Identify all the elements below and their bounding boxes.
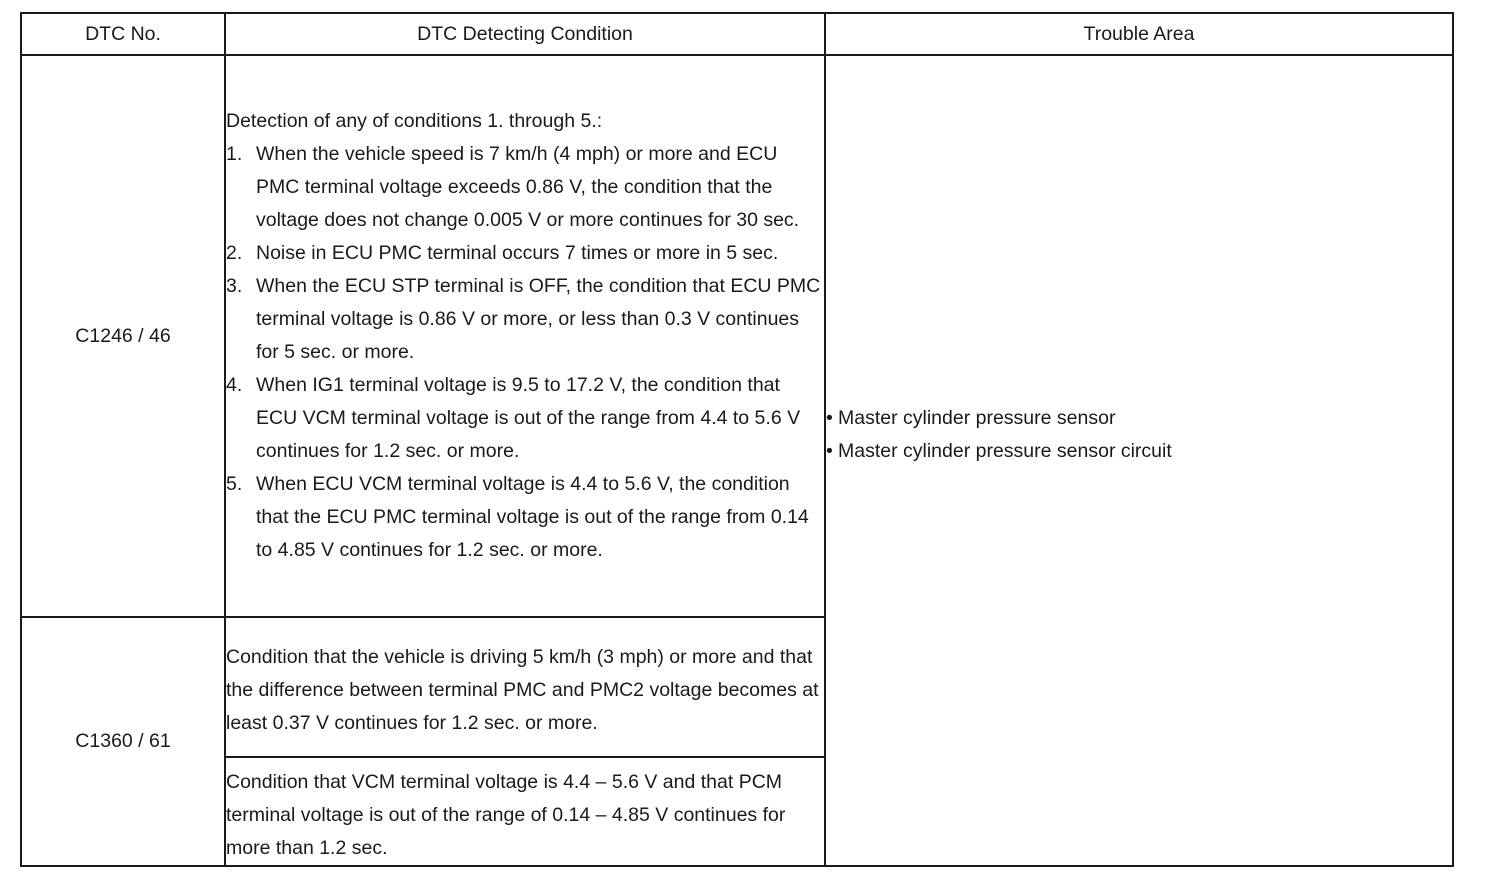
item-text: When the ECU STP terminal is OFF, the condition that ECU PMC terminal voltage is 0.86 V or more, or less than 0.3 V continues for 5 sec. or more. xyxy=(256,275,821,363)
header-row xyxy=(21,13,1453,55)
item-number: 3. xyxy=(226,275,243,297)
condition-cell-c1360-a: Condition that the vehicle is driving 5 km/h (3 mph) or more and that the difference between terminal PMC and PMC2 voltage becomes at least 0.37 V continues for 1.2 sec. or more. xyxy=(225,617,825,757)
condition-item xyxy=(226,369,824,468)
header-dtc-no: DTC No. xyxy=(21,13,225,55)
trouble-area-item: • Master cylinder pressure sensor xyxy=(826,402,1452,435)
item-number: 2. xyxy=(226,242,243,264)
condition-list xyxy=(226,138,824,567)
dtc-table xyxy=(20,12,1454,867)
item-text: When IG1 terminal voltage is 9.5 to 17.2 V, the condition that ECU VCM terminal voltage is out of the range from 4.4 to 5.6 V continues for 1.2 sec. or more. xyxy=(256,374,801,462)
item-text: When ECU VCM terminal voltage is 4.4 to 5.6 V, the condition that the ECU PMC terminal voltage is out of the range from 0.14 to 4.85 V continues for 1.2 sec. or more. xyxy=(256,473,809,561)
condition-item xyxy=(226,138,824,237)
header-condition: DTC Detecting Condition xyxy=(225,13,825,55)
item-number: 1. xyxy=(226,143,243,165)
trouble-area-cell xyxy=(825,55,1453,866)
condition-cell-c1360-b: Condition that VCM terminal voltage is 4.4 – 5.6 V and that PCM terminal voltage is out of the range of 0.14 – 4.85 V continues for more than 1.2 sec. xyxy=(225,757,825,866)
item-number: 4. xyxy=(226,374,243,396)
condition-intro: Detection of any of conditions 1. through 5.: xyxy=(226,110,603,132)
dtc-code-c1360: C1360 / 61 xyxy=(21,617,225,866)
condition-item xyxy=(226,237,824,270)
header-trouble-area: Trouble Area xyxy=(825,13,1453,55)
condition-item xyxy=(226,468,824,567)
item-number: 5. xyxy=(226,473,243,495)
dtc-code-c1246: C1246 / 46 xyxy=(21,55,225,617)
condition-item xyxy=(226,270,824,369)
item-text: Noise in ECU PMC terminal occurs 7 times or more in 5 sec. xyxy=(256,242,779,264)
condition-cell-c1246 xyxy=(225,55,825,617)
trouble-area-list xyxy=(826,402,1452,468)
table-row-c1246 xyxy=(21,55,1453,617)
trouble-area-item: • Master cylinder pressure sensor circuit xyxy=(826,435,1452,468)
item-text: When the vehicle speed is 7 km/h (4 mph) or more and ECU PMC terminal voltage exceeds 0.86 V, the condition that the voltage does not change 0.005 V or more continues for 30 sec. xyxy=(256,143,800,231)
